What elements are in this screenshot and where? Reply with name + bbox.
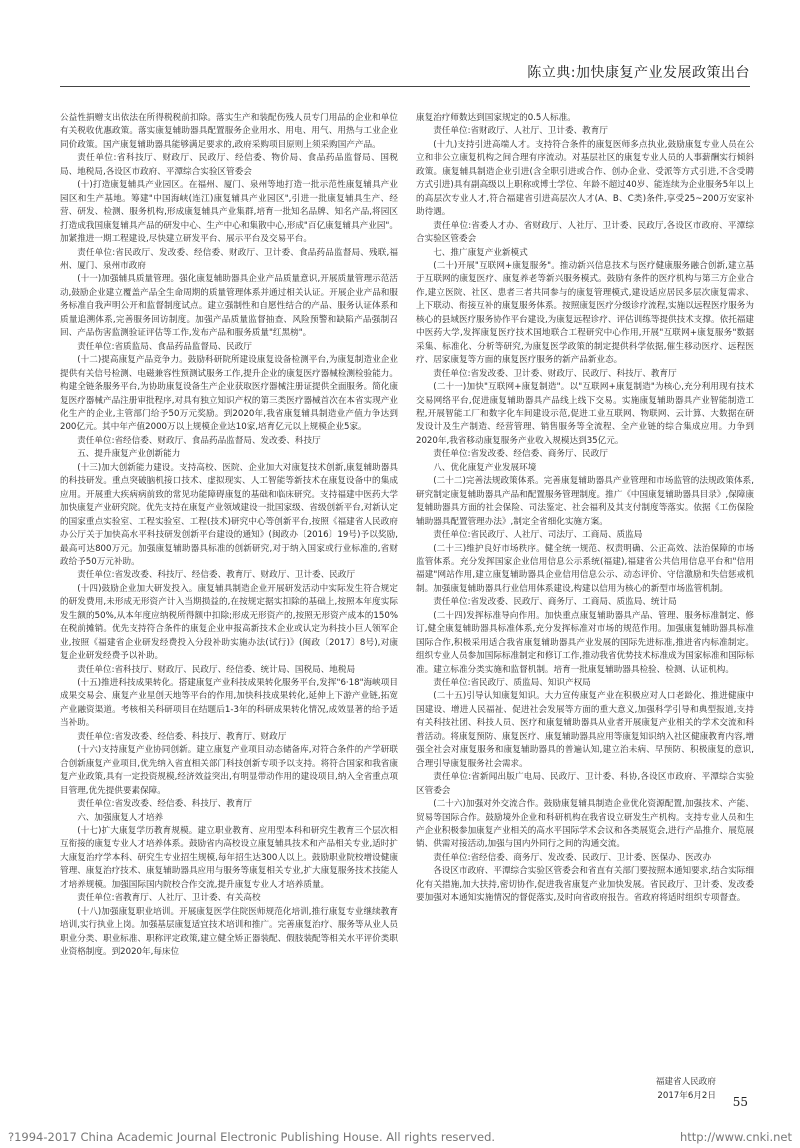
left-column bbox=[60, 112, 398, 960]
paragraph: (十七)扩大康复学历教育规模。建立职业教育、应用型本科和研究生教育三个层次相互衔接的康复专业人才培养体系。鼓励省内高校设立康复辅具技术和产品相关专业,适时扩大康复治疗学本科、研究生专业招生规模,每年招生达300人以上。鼓励职业院校增设健康管理、康复治疗技术、康复辅助器具应用与服务等康复相关专业,扩大康复服务技术技能人才培养规模。加强国际国内院校合作交流,提升康复专业人才培养质量。 bbox=[60, 826, 398, 890]
paragraph: 责任单位:省民政厅、质监局、知识产权局 bbox=[433, 678, 591, 689]
paragraph: 责任单位:省民政厅、人社厅、司法厅、工商局、质监局 bbox=[433, 530, 643, 541]
paragraph: (十八)加强康复职业培训。开展康复医学住院医师规范化培训,推行康复专业继续教育培训,实行执业上岗。加强基层康复适宜技术培训和推广。完善康复治疗、服务等从业人员职业分类、职业标准、职称评定政策,建立健全矫正器装配、假肢装配等相关水平评价类职业资格制度。到2020年,每床位 bbox=[60, 906, 398, 958]
paragraph: (二十)开展"互联网+康复服务"。推动新兴信息技术与医疗健康服务融合创新,建立基于互联网的康复医疗、康复养老等新兴服务模式。鼓励有条件的医疗机构与第三方企业合作,建立医院、社区、患者三者共同参与的康复管理模式,建设适应居民多层次康复需求、上下联动、衔接互补的康复服务体系。按照康复医疗分级诊疗流程,实施以远程医疗服务为核心的县域医疗服务协作平台建设,为康复远程诊疗、评估训练等提供技术支撑。依托福建中医药大学,发挥康复医疗技术国地联合工程研究中心作用,开展"互联网+康复服务"数据采集、标准化、分析等研究,为康复医学政策的制定提供科学依据,催生移动医疗、远程医疗、居家康复等方面的康复医疗服务的新产品新业态。 bbox=[416, 260, 754, 366]
copyright-notice: ?1994-2017 China Academic Journal Electronic Publishing House. All rights reserved. bbox=[8, 1130, 496, 1144]
paragraph: (十二)提高康复产品竞争力。鼓励科研院所建设康复设备检测平台,为康复制造业企业提供有关信号检测、电磁兼容性预测试服务工作,提升企业的康复医疗器械检测检验能力。构建全链条服务平台,为协助康复设备生产企业获取医疗器械注册证提供全面服务。简化康复医疗器械产品注册审批程序,对具有独立知识产权的第三类医疗器械首次在本省实现产业化生产的企业,主管部门给予50万元奖励。到2020年,我省康复辅具制造业产值力争达到200亿元。其中年产值2000万以上规模企业达10家,培育亿元以上规模企业5家。 bbox=[60, 355, 398, 433]
header-rule bbox=[60, 86, 750, 87]
paragraph: 责任单位:省新闻出版广电局、民政厅、卫计委、科协,各设区市政府、平潭综合实验区管委会 bbox=[416, 772, 754, 796]
paragraph: (二十六)加强对外交流合作。鼓励康复辅具制造企业优化资源配置,加强技术、产能、贸易等国际合作。鼓励境外企业和科研机构在我省设立研发生产机构。支持专业人员和生产企业积极参加康复产业相关的高水平国际学术会议和各类展览会,进行产品推介、展览展销、供需对接活动,加强与国内外同行之间的沟通交流。 bbox=[416, 799, 754, 850]
paragraph: 责任单位:省发改委、经信委、科技厅、教育厅、财政厅 bbox=[77, 731, 287, 742]
paragraph: (十五)推进科技成果转化。搭建康复产业科技成果转化服务平台,发挥"6·18"海峡项目成果交易会、康复产业星创天地等平台的作用,加快科技成果转化,延伸上下游产业链,拓宽产业融资渠道。考核相关科研项目在结题后1-3年的科研成果转化情况,成效显著的给予适当补助。 bbox=[60, 678, 398, 729]
right-column bbox=[416, 112, 754, 906]
paragraph: 责任单位:省发改委、经信委、科技厅、教育厅 bbox=[77, 799, 252, 810]
paragraph: (十九)支持引进高端人才。支持符合条件的康复医师多点执业,鼓励康复专业人员在公立和非公立康复机构之间合理有序流动。对基层社区的康复专业人员的人事薪酬实行倾斜政策。康复辅具制造企业引进(含全职引进或合作、创办企业、受派等方式引进,不含受聘方式引进)具有副高级以上职称或博士学位、年龄不超过40岁、能连续为企业服务5年以上的高层次专业人才,符合福建省引进高层次人才(A、B、C类)条件,享受25~200万安家补助待遇。 bbox=[416, 139, 754, 218]
paragraph: 六、加强康复人才培养 bbox=[77, 812, 164, 823]
page-number: 55 bbox=[732, 1095, 748, 1109]
paragraph: 各设区市政府、平潭综合实验区管委会和省直有关部门要按照本通知要求,结合实际细化有关措施,加大扶持,密切协作,促进我省康复产业加快发展。省民政厅、卫计委、发改委要加强对本通知实施情况的督促落实,及时向省政府报告。省政府将适时组织专项督查。 bbox=[416, 866, 754, 904]
paragraph: 责任单位:省财政厅、人社厅、卫计委、教育厅 bbox=[433, 126, 608, 137]
paragraph: 责任单位:省科技厅、财政厅、民政厅、经信委、物价局、食品药品监督局、国税局、地税局,各设区市政府、平潭综合实验区管委会 bbox=[60, 153, 398, 177]
paragraph: (二十二)完善法规政策体系。完善康复辅助器具产业管理和市场监管的法规政策体系,研究制定康复辅助器具产品和配置服务管理制度。推广《中国康复辅助器具目录》,保障康复辅助器具方面的社会保险、司法鉴定、社会福利及其支付制度等落实。依据《工伤保险辅助器具配置管理办法》,制定全省细化实施方案。 bbox=[416, 476, 754, 527]
paragraph: 康复治疗师数达到国家规定的0.5人标准。 bbox=[416, 113, 576, 123]
paragraph: 责任单位:省质监局、食品药品监督局、民政厅 bbox=[77, 341, 252, 352]
paragraph: 责任单位:省发改委、民政厅、商务厅、工商局、质监局、统计局 bbox=[433, 597, 677, 608]
paragraph: 责任单位:省委人才办、省财政厅、人社厅、卫计委、民政厅,各设区市政府、平潭综合实验区管委会 bbox=[416, 220, 754, 245]
page-header bbox=[0, 58, 800, 94]
paragraph: 七、推广康复产业新模式 bbox=[433, 247, 528, 258]
paragraph: (十)打造康复辅具产业园区。在福州、厦门、泉州等地打造一批示范性康复辅具产业园区和生产基地。筹建"中国海峡(连江)康复辅具产业园区",引进一批康复辅具生产、经营、研发、检测、服务机构,形成康复辅具产业集群,培育一批知名品牌、知名产品,将园区打造成我国康复辅具产品的研发中心、生产中心和集散中心,形成"百亿康复辅具产业园"。加紧推进一期工程建设,尽快建立研发平台、展示平台及交易平台。 bbox=[60, 180, 398, 245]
page-footer bbox=[0, 1128, 800, 1148]
paragraph: 责任单位:省发改委、卫计委、财政厅、民政厅、科技厅、教育厅 bbox=[433, 368, 677, 379]
paragraph: 责任单位:省发改委、科技厅、经信委、教育厅、财政厅、卫计委、民政厅 bbox=[77, 570, 356, 581]
site-url: http://www.cnki.net bbox=[679, 1130, 792, 1144]
signature-date: 2017年6月2日 bbox=[657, 1090, 716, 1101]
paragraph: 责任单位:省经信委、商务厅、发改委、民政厅、卫计委、医保办、医改办 bbox=[433, 852, 712, 863]
signature-block bbox=[416, 1076, 754, 1103]
paragraph: (二十三)维护良好市场秩序。健全统一规范、权责明确、公正高效、法治保障的市场监管体系。充分发挥国家企业信用信息公示系统(福建),福建省公共信用信息平台和"信用福建"网站作用,建立康复辅助器具企业信用信息公示、动态评价、守信激励和失信惩戒机制。加强康复辅助器具行业信用体系建设,构建以信用为核心的新型市场监管机制。 bbox=[416, 543, 754, 594]
paragraph: (十一)加强辅具质量管理。强化康复辅助器具企业产品质量意识,开展质量管理示范活动,鼓励企业建立覆盖产品全生命周期的质量管理体系并通过相关认证。开展企业产品和服务标准自我声明公开和监督制度试点。建立强制性和自愿性结合的产品、服务认证体系和质量追溯体系,完善服务回访制度。加强产品质量监督抽查、风险预警和缺陷产品强制召回、产品伤害监测验证评估等工作,发布产品和服务质量"红黑榜"。 bbox=[60, 274, 398, 339]
running-title: 陈立典:加快康复产业发展政策出台 bbox=[527, 65, 750, 81]
paragraph: (十四)鼓励企业加大研发投入。康复辅具制造企业开展研发活动中实际发生符合规定的研发费用,未形成无形资产计入当期损益的,在按规定据实扣除的基础上,按照本年度实际发生额的50%,从本年度应纳税所得额中扣除;形成无形资产的,按照无形资产成本的150%在税前摊销。优先支持符合条件的康复企业申报高新技术企业或认定为科技小巨人领军企业,按照《福建省企业研发经费投入分段补助实施办法(试行)》(闽政〔2017〕8号),对康复企业研发经费予以补助。 bbox=[60, 583, 398, 662]
paragraph: 责任单位:省科技厅、财政厅、民政厅、经信委、统计局、国税局、地税局 bbox=[77, 664, 356, 675]
paragraph: 五、提升康复产业创新能力 bbox=[77, 449, 181, 460]
paragraph: 责任单位:省发改委、经信委、商务厅、民政厅 bbox=[433, 449, 608, 460]
paragraph: (二十四)发挥标准导向作用。加快重点康复辅助器具产品、管理、服务标准制定、修订,健全康复辅助器具标准体系,充分发挥标准对市场的规范作用。加强康复辅助器具标准国际合作,积极采用适合我省康复辅助器具产业发展的国际先进标准,推进省内标准制定。组织专业人员参加国际标准制定和修订工作,推动我省优势技术标准成为国家标准和国际标准。建立标准分类实施和监督机制。培育一批康复辅助器具检验、检测、认证机构。 bbox=[416, 610, 754, 675]
signature-org: 福建省人民政府 bbox=[655, 1077, 716, 1087]
paragraph: (二十五)引导认知康复知识。大力宣传康复产业在积极应对人口老龄化、推进健康中国建设、增进人民福祉、促进社会发展等方面的重大意义,加强科学引导和典型报道,支持有关科技社团、科技人员、医疗和康复辅助器具从业者开展康复产业相关的学术交流和科普活动。将康复预防、康复医疗、康复辅助器具应用等康复知识纳入社区健康教育内容,增强全社会对康复服务和康复辅助器具的普遍认知,建立治未病、早预防、积极康复的意识,合理引导康复服务社会需求。 bbox=[416, 691, 754, 769]
paragraph: 责任单位:省教育厅、人社厅、卫计委、有关高校 bbox=[77, 893, 261, 904]
paragraph: 公益性捐赠支出依法在所得税税前扣除。落实生产和装配伤残人员专门用品的企业和单位有关税收优惠政策。落实康复辅助器具配置服务企业用水、用电、用气、用热与工业企业同价政策。国产康复辅助器具能够满足要求的,政府采购项目原则上须采购国产产品。 bbox=[60, 113, 398, 150]
paragraph: 八、优化康复产业发展环境 bbox=[433, 462, 537, 473]
paragraph: 责任单位:省民政厅、发改委、经信委、财政厅、卫计委、食品药品监督局、残联,福州、厦门、泉州市政府 bbox=[60, 247, 398, 271]
paragraph: (十三)加大创新能力建设。支持高校、医院、企业加大对康复技术创新,康复辅助器具的科技研发。重点突破脑机接口技术、虚拟现实、人工智能等新技术在康复设备中的集成应用。开展重大疾病病前致的常见功能障碍康复的基础和临床研究。支持福建中医药大学加快康复产业研究院。优先支持在康复产业领域建设一批国家级、省级创新平台,对新认定的国家重点实验室、工程实验室、工程(技术)研究中心等创新平台,按照《福建省人民政府办公厅关于加快高水平科技研发创新平台建设的通知》(闽政办〔2016〕19号)予以奖励,最高可达800万元。加强康复辅助器具标准的创新研究,对于纳入国家或行业标准的,省财政给予50万元补助。 bbox=[60, 462, 398, 567]
paragraph: 责任单位:省经信委、财政厅、食品药品监督局、发改委、科技厅 bbox=[77, 435, 321, 446]
paragraph: (二十一)加快"互联网+康复制造"。以"互联网+康复制造"为核心,充分利用现有技术交易网络平台,促进康复辅助器具产品线上线下交易。实施康复辅助器具产业智能制造工程,开展智能工厂和数字化车间建设示范,促进工业互联网、物联网、云计算、大数据在研发设计及生产制造、经营管理、销售服务等全流程、全产业链的综合集成应用。力争到2020年,我省移动康复服务产业收入规模达到35亿元。 bbox=[416, 382, 754, 446]
paragraph: (十六)支持康复产业协同创新。建立康复产业项目动态储备库,对符合条件的产学研联合创新康复产业项目,优先纳入省直相关部门科技创新专项予以支持。将符合国家和我省康复产业政策,具有一定投资规模,经济效益突出,有明显带动作用的建设项目,纳入全省重点项目管理,优先提供要素保障。 bbox=[60, 745, 398, 796]
